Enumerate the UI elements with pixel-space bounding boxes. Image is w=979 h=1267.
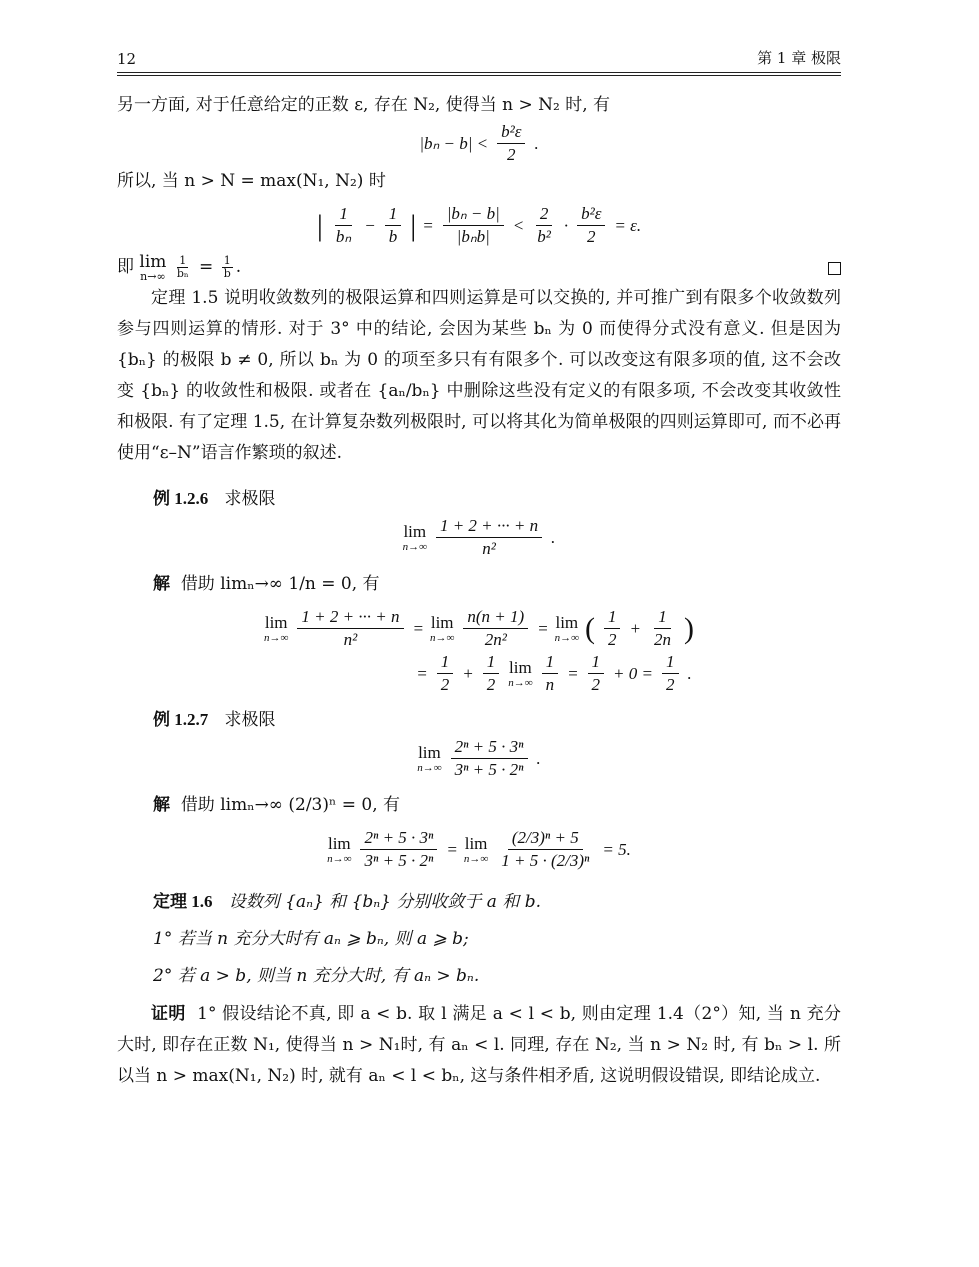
eq2-f5-den: 2 — [587, 227, 596, 246]
theorem-item-2: 2° 若 a > b, 则当 n 充分大时, 有 aₙ > bₙ. — [153, 966, 480, 986]
sol1-l3a-den: 2 — [607, 630, 617, 649]
sol1-r2-d-den: 2 — [591, 675, 601, 694]
sol2-l1-den: 3ⁿ + 5 · 2ⁿ — [364, 851, 434, 870]
solution-2-heading — [117, 789, 841, 821]
solution-2-equation — [117, 827, 841, 872]
sol1-plus: + — [629, 619, 641, 638]
example-2-label: 例 1.2.7 — [153, 710, 209, 729]
sol1-r2-tail: + 0 = — [613, 664, 653, 683]
eq2-end: = ε. — [614, 216, 642, 235]
eq2-f1-den: bₙ — [335, 227, 352, 246]
eq2-f3-den: |bₙb| — [456, 227, 490, 246]
sol1-r2-c-num: 1 — [542, 651, 559, 674]
proof-label: 证明 — [151, 1004, 186, 1023]
ex2-lim: lim — [418, 742, 441, 762]
proof-paragraph — [117, 998, 841, 1092]
sol1-r2-lim-sub: n→∞ — [508, 676, 533, 689]
sol1-eq-2: = — [537, 619, 549, 638]
theorem-item-1: 1° 若当 n 充分大时有 aₙ ⩾ bₙ, 则 a ⩾ b; — [153, 929, 469, 949]
eq2-f1-num: 1 — [335, 203, 352, 226]
ex2-den: 3ⁿ + 5 · 2ⁿ — [454, 760, 524, 779]
ex1-den: n² — [482, 539, 496, 558]
sol1-l2-num: n(n + 1) — [463, 606, 528, 629]
sol1-lim-3-sub: n→∞ — [554, 631, 579, 644]
sol2-end: = 5. — [602, 840, 631, 859]
sol1-r2-d-num: 1 — [588, 651, 605, 674]
para3-lim-sub: n→∞ — [140, 269, 166, 283]
sol2-l1-num: 2ⁿ + 5 · 3ⁿ — [360, 827, 437, 850]
solution-2-text: 借助 limₙ→∞ (2/3)ⁿ = 0, 有 — [180, 795, 401, 815]
example-1-equation — [117, 515, 841, 560]
sol1-lim-1-sub: n→∞ — [264, 631, 289, 644]
sol1-r2-e-num: 1 — [662, 651, 679, 674]
sol1-l3b-den: 2n — [653, 630, 671, 649]
sol1-r2-eq2: = — [567, 664, 579, 683]
eq2-f2-den: b — [388, 227, 398, 246]
sol1-r2-c-den: n — [545, 675, 555, 694]
sol2-lim-1: lim — [327, 833, 351, 853]
ex2-end: . — [536, 749, 541, 768]
theorem-label: 定理 1.6 — [153, 892, 213, 911]
sol1-r2-b-num: 1 — [483, 651, 500, 674]
eq1-end: . — [534, 134, 539, 153]
sol2-lim-1-sub: n→∞ — [327, 852, 352, 865]
paragraph-2: 所以, 当 n > N = max(N₁, N₂) 时 — [117, 171, 386, 191]
sol1-r2-e-den: 2 — [666, 675, 675, 694]
eq2-f2-num: 1 — [385, 203, 402, 226]
example-1-heading — [117, 483, 841, 515]
example-2-equation — [117, 736, 841, 781]
sol1-paren-right: ) — [683, 612, 694, 645]
eq2-abs-left: | — [316, 209, 323, 242]
theorem-1-6 — [117, 886, 841, 918]
sol1-lim-1: lim — [264, 612, 288, 632]
eq1-den: 2 — [507, 145, 516, 164]
eq2-f3-num: |bₙ − b| — [443, 203, 504, 226]
sol1-l1-num: 1 + 2 + ··· + n — [297, 606, 403, 629]
paragraph-1: 另一方面, 对于任意给定的正数 ε, 存在 N₂, 使得当 n > N₂ 时, 有 — [117, 95, 611, 115]
sol1-r2-eq: = — [416, 664, 428, 683]
para3-eq: = — [199, 257, 214, 277]
sol1-r2-lim: lim — [509, 657, 532, 677]
example-2-text: 求极限 — [224, 710, 276, 730]
sol1-lim-2: lim — [430, 612, 454, 632]
eq2-dot: · — [563, 216, 569, 235]
ex1-end: . — [551, 528, 556, 547]
solution-1-equation — [117, 606, 841, 696]
para3-lim — [139, 253, 166, 283]
para3-f2-num: 1 — [223, 254, 231, 267]
proof-text: 1° 假设结论不真, 即 a < b. 取 l 满足 a < l < b, 则由定理 1.4（2°）知, 当 n 充分大时, 即存在正数 N₁, 使得当 n > N₁时, 有 aₙ < l. 同理, 存在 N₂, 当 n > N₂ 时, 有 bₙ > l. 所以当 n > max(N₁, N₂) 时, 就有 aₙ < l < bₙ, 这与条件相矛盾, 这说明假设错误, 即结论成立. — [117, 1004, 841, 1086]
sol2-l2-den: 1 + 5 · (2/3)ⁿ — [501, 851, 590, 870]
sol1-l2-den: 2n² — [484, 630, 507, 649]
paragraph-3 — [117, 252, 841, 283]
page — [117, 48, 841, 1092]
sol2-lim-2-sub: n→∞ — [463, 852, 489, 865]
sol1-r2-b-den: 2 — [486, 675, 496, 694]
para3-f1-den: bₙ — [176, 267, 189, 280]
example-1-label: 例 1.2.6 — [153, 489, 209, 508]
equation-1 — [117, 121, 841, 166]
equation-2 — [117, 203, 841, 248]
chapter-title: 第 1 章 极限 — [757, 49, 841, 67]
solution-1-heading — [117, 568, 841, 600]
sol2-eq: = — [446, 840, 458, 859]
sol1-r2-a-den: 2 — [440, 675, 450, 694]
para3-end: . — [235, 257, 242, 277]
qed-square — [828, 262, 841, 275]
example-1-text: 求极限 — [224, 489, 276, 509]
ex1-num: 1 + 2 + ··· + n — [436, 515, 542, 538]
solution-2-label: 解 — [153, 795, 170, 814]
eq2-f4-den: b² — [537, 227, 551, 246]
para3-prefix: 即 — [117, 257, 134, 277]
sol1-r2-plus: + — [462, 664, 474, 683]
sol1-r2-a-num: 1 — [437, 651, 454, 674]
ex2-num: 2ⁿ + 5 · 3ⁿ — [451, 736, 528, 759]
para3-f2-den: b — [223, 267, 231, 280]
sol1-l1-den: n² — [343, 630, 358, 649]
theorem-text: 设数列 {aₙ} 和 {bₙ} 分别收敛于 a 和 b. — [228, 892, 542, 912]
sol1-l3b-num: 1 — [654, 606, 671, 629]
ex2-lim-sub: n→∞ — [417, 761, 442, 774]
eq2-abs-right: | — [410, 209, 417, 242]
eq1-num: b²ε — [497, 121, 525, 144]
sol2-l2-num: (2/3)ⁿ + 5 — [508, 827, 583, 850]
example-2-heading — [117, 704, 841, 736]
eq2-eq: = — [422, 216, 434, 235]
eq2-minus: − — [364, 216, 376, 235]
sol2-lim-2: lim — [464, 833, 488, 853]
para3-f1-num: 1 — [179, 254, 187, 267]
sol1-paren-left: ( — [584, 612, 595, 645]
eq2-lt: < — [512, 216, 525, 235]
solution-1-label: 解 — [153, 574, 170, 593]
sol1-eq-1: = — [412, 619, 425, 638]
solution-1-text: 借助 limₙ→∞ 1/n = 0, 有 — [180, 574, 380, 594]
sol1-lim-2-sub: n→∞ — [430, 631, 455, 644]
paragraph-4: 定理 1.5 说明收敛数列的极限运算和四则运算是可以交换的, 并可推广到有限多个收敛数列参与四则运算的情形. 对于 3° 中的结论, 会因为某些 bₙ 为 0 而使得分式没有意义. 但是因为 {bₙ} 的极限 b ≠ 0, 所以 bₙ 为 0 的项至多只有有限多个. 可以改变这有限多项的值, 这不会改变 {bₙ} 的收敛性和极限. 或者在 {aₙ/bₙ} 中删除这些没有定义的有限多项, 不会改变其收敛性和极限. 有了定理 1.5, 在计算复杂数列极限时, 可以将其化为简单极限的四则运算即可, 而不必再使用“ε–N”语言作繁琐的叙述. — [117, 288, 841, 463]
eq2-f4-num: 2 — [536, 203, 553, 226]
para3-lim-text: lim — [139, 251, 167, 272]
sol1-r2-end: . — [687, 664, 692, 683]
ex1-lim-sub: n→∞ — [402, 540, 427, 553]
sol1-l3a-num: 1 — [604, 606, 621, 629]
ex1-lim: lim — [403, 521, 427, 541]
page-number: 12 — [117, 50, 137, 68]
page-header — [117, 48, 841, 68]
page-content — [117, 76, 841, 1092]
eq1-lhs: |bₙ − b| < — [419, 134, 489, 153]
eq2-f5-num: b²ε — [577, 203, 605, 226]
header-rule — [117, 72, 841, 73]
sol1-lim-3: lim — [555, 612, 579, 632]
